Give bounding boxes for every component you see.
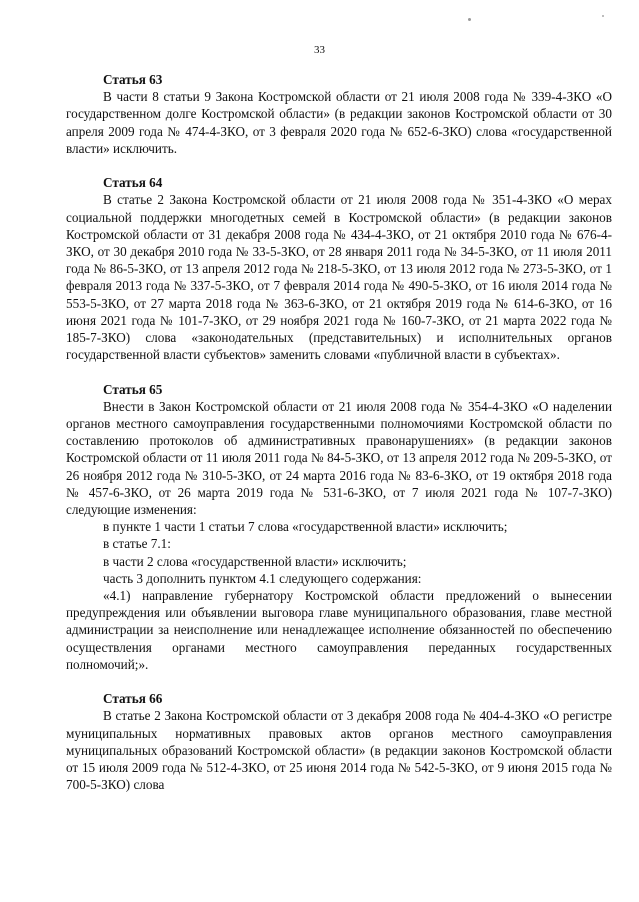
article-65 <box>66 381 612 673</box>
article-63 <box>66 71 612 157</box>
article-64 <box>66 174 612 363</box>
scan-artifact <box>468 18 471 21</box>
document-body <box>66 71 612 811</box>
article-title: Статья 65 <box>103 381 163 397</box>
article-title: Статья 64 <box>103 175 163 191</box>
article-paragraph: Внести в Закон Костромской области от 21 июля 2008 года № 354-4-ЗКО «О наделении органов местного самоуправления государственными полномочиями Костромской области по составлению протоколов об административных правонарушениях» (в редакции законов Костромской области от 11 июля 2011 года № 84-5-ЗКО, от 13 апреля 2012 года № 209-5-ЗКО, от 26 ноября 2012 года № 310-5-ЗКО, от 24 марта 2016 года № 83-6-ЗКО, от 19 октября 2018 года № 457-6-ЗКО, от 26 марта 2019 года № 531-6-ЗКО, от 7 июля 2021 года № 107-7-ЗКО) следующие изменения: <box>66 398 612 518</box>
article-title: Статья 63 <box>103 72 163 87</box>
article-title: Статья 66 <box>103 691 163 707</box>
amendment-item: часть 3 дополнить пунктом 4.1 следующего содержания: <box>103 570 422 586</box>
page-number: 33 <box>314 44 325 56</box>
article-66 <box>66 690 612 793</box>
amendment-item: в части 2 слова «государственной власти» исключить; <box>103 553 407 569</box>
amendment-item: в статье 7.1: <box>103 536 171 552</box>
scan-artifact <box>602 15 604 17</box>
amendment-item: «4.1) направление губернатору Костромской области предложений о вынесении предупреждения или объявлении выговора главе муниципального образования, главе местной администрации за неисполнение или ненадлежащее исполнение обязанностей по обеспечению осуществления органами местного самоуправления переданных государственных полномочий;». <box>66 588 612 672</box>
article-paragraph: В статье 2 Закона Костромской области от 21 июля 2008 года № 351-4-ЗКО «О мерах социальной поддержки многодетных семей в Костромской области» (в редакции законов Костромской области от 31 декабря 2008 года № 434-4-ЗКО, от 21 октября 2010 года № 676-4-ЗКО, от 30 декабря 2010 года № 33-5-ЗКО, от 28 января 2011 года № 34-5-ЗКО, от 11 июля 2011 года № 86-5-ЗКО, от 13 апреля 2012 года № 218-5-ЗКО, от 13 июля 2012 года № 273-5-ЗКО, от 1 февраля 2013 года № 337-5-ЗКО, от 7 февраля 2014 года № 490-5-ЗКО, от 16 июля 2014 года № 553-5-ЗКО, от 27 марта 2018 года № 363-6-ЗКО, от 21 октября 2019 года № 614-6-ЗКО, от 16 июня 2021 года № 101-7-ЗКО, от 29 ноября 2021 года № 160-7-ЗКО, от 21 марта 2022 года № 185-7-ЗКО) слова «законодательных (представительных) и исполнительных органов государственной власти субъектов» заменить словами «публичной власти в субъектах». <box>66 192 612 363</box>
article-paragraph: В части 8 статьи 9 Закона Костромской области от 21 июля 2008 года № 339-4-ЗКО «О государственном долге Костромской области» (в редакции законов Костромской области от 30 апреля 2009 года № 474-4-ЗКО, от 3 февраля 2020 года № 652-6-ЗКО) слова «государственной власти» исключить. <box>66 89 612 156</box>
amendment-item: в пункте 1 части 1 статьи 7 слова «государственной власти» исключить; <box>103 519 508 535</box>
article-paragraph: В статье 2 Закона Костромской области от 3 декабря 2008 года № 404-4-ЗКО «О регистре муниципальных нормативных правовых актов органов местного самоуправления муниципальных образований Костромской области» (в редакции законов Костромской области от 15 июля 2009 года № 512-4-ЗКО, от 25 июня 2014 года № 542-5-ЗКО, от 9 июня 2015 года № 700-5-ЗКО) слова <box>66 708 612 793</box>
